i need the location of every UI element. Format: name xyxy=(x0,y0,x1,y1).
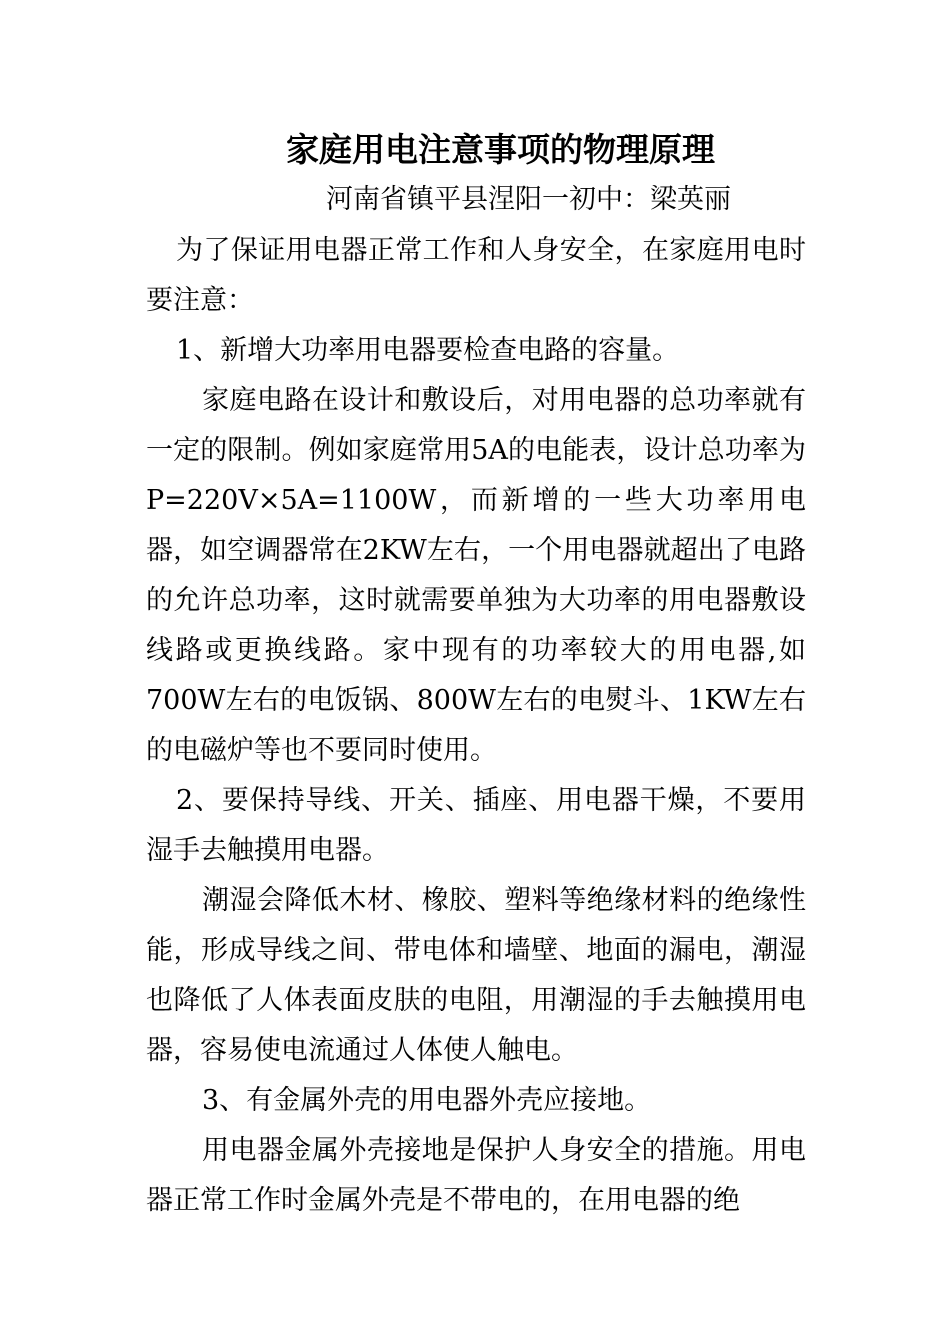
body-paragraph-3: 用电器金属外壳接地是保护人身安全的措施。用电器正常工作时金属外壳是不带电的，在用电器的绝 xyxy=(146,1135,806,1216)
heading-item-1: 1、新增大功率用电器要检查电路的容量。 xyxy=(176,335,680,366)
heading-item-2: 2、要保持导线、开关、插座、用电器干燥，不要用湿手去触摸用电器。 xyxy=(146,785,806,866)
body-paragraph-2: 潮湿会降低木材、橡胶、塑料等绝缘材料的绝缘性能，形成导线之间、带电体和墙壁、地面的漏电，潮湿也降低了人体表面皮肤的电阻，用潮湿的手去触摸用电器，容易使电流通过人体使人触电。 xyxy=(146,885,806,1066)
document-title: 家庭用电注意事项的物理原理 xyxy=(286,130,715,169)
document-body xyxy=(146,226,806,1226)
body-paragraph-1: 家庭电路在设计和敷设后，对用电器的总功率就有一定的限制。例如家庭常用5A的电能表，设计总功率为P=220V×5A=1100W，而新增的一些大功率用电器，如空调器常在2KW左右，一个用电器就超出了电路的允许总功率，这时就需要单独为大功率的用电器敷设线路或更换线路。家中现有的功率较大的用电器,如700W左右的电饭锅、800W左右的电熨斗、1KW左右的电磁炉等也不要同时使用。 xyxy=(146,385,806,766)
document-author: 河南省镇平县涅阳一初中：梁英丽 xyxy=(326,184,731,215)
heading-item-3: 3、有金属外壳的用电器外壳应接地。 xyxy=(202,1085,652,1116)
intro-paragraph: 为了保证用电器正常工作和人身安全，在家庭用电时要注意： xyxy=(146,235,806,316)
